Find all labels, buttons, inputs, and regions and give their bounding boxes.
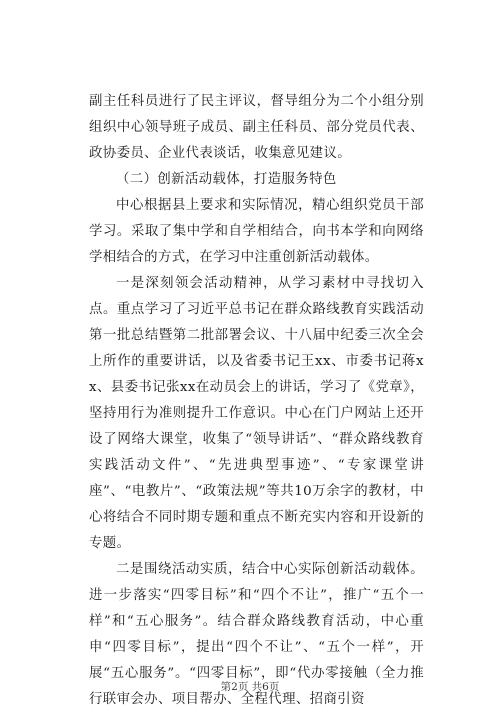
- page-footer: [0, 680, 500, 694]
- paragraph-point-one: 一是深刻领会活动精神，从学习素材中寻找切入点。重点学习了习近平总书记在群众路线教育实践活动第一批总结暨第二批部署会议、十八届中纪委三次全会上所作的重要讲话，以及省委书记王xx、市委书记蒋xx、县委书记张xx在动员会上的讲话，学习了《党章》，坚持用行为准则提升工作意识。中心在门户网站上还开设了网络大课堂，收集了“领导讲话”、“群众路线教育实践活动文件”、“先进典型事迹”、“专家课堂讲座”、“电教片”、“政策法规”等共10万余字的教材，中心将结合不同时期专题和重点不断充实内容和开设新的专题。: [89, 276, 424, 551]
- document-body: [89, 89, 424, 713]
- section-heading: （二）创新活动载体，打造服务特色: [116, 172, 337, 187]
- paragraph-continuation: 副主任科员进行了民主评议，督导组分为二个小组分别组织中心领导班子成员、副主任科员、部分党员代表、政协委员、企业代表谈话，收集意见建议。: [89, 94, 424, 161]
- paragraph-study-method: 中心根据县上要求和实际情况，精心组织党员干部学习。采取了集中学和自学相结合，向书本学和向网络学相结合的方式，在学习中注重创新活动载体。: [89, 198, 424, 265]
- page-number: 第2页 共6页: [220, 681, 280, 693]
- paragraph-point-two: 二是围绕活动实质，结合中心实际创新活动载体。进一步落实“四零目标”和“四个不让”，推广“五个一样”和“五心服务”。结合群众路线教育活动，中心重申“四零目标”，提出“四个不让”、“五个一样”，开展“五心服务”。“四零目标”，即“代办零接触（全力推行联审会办、项目帮办、全程代理、招商引资: [89, 562, 424, 707]
